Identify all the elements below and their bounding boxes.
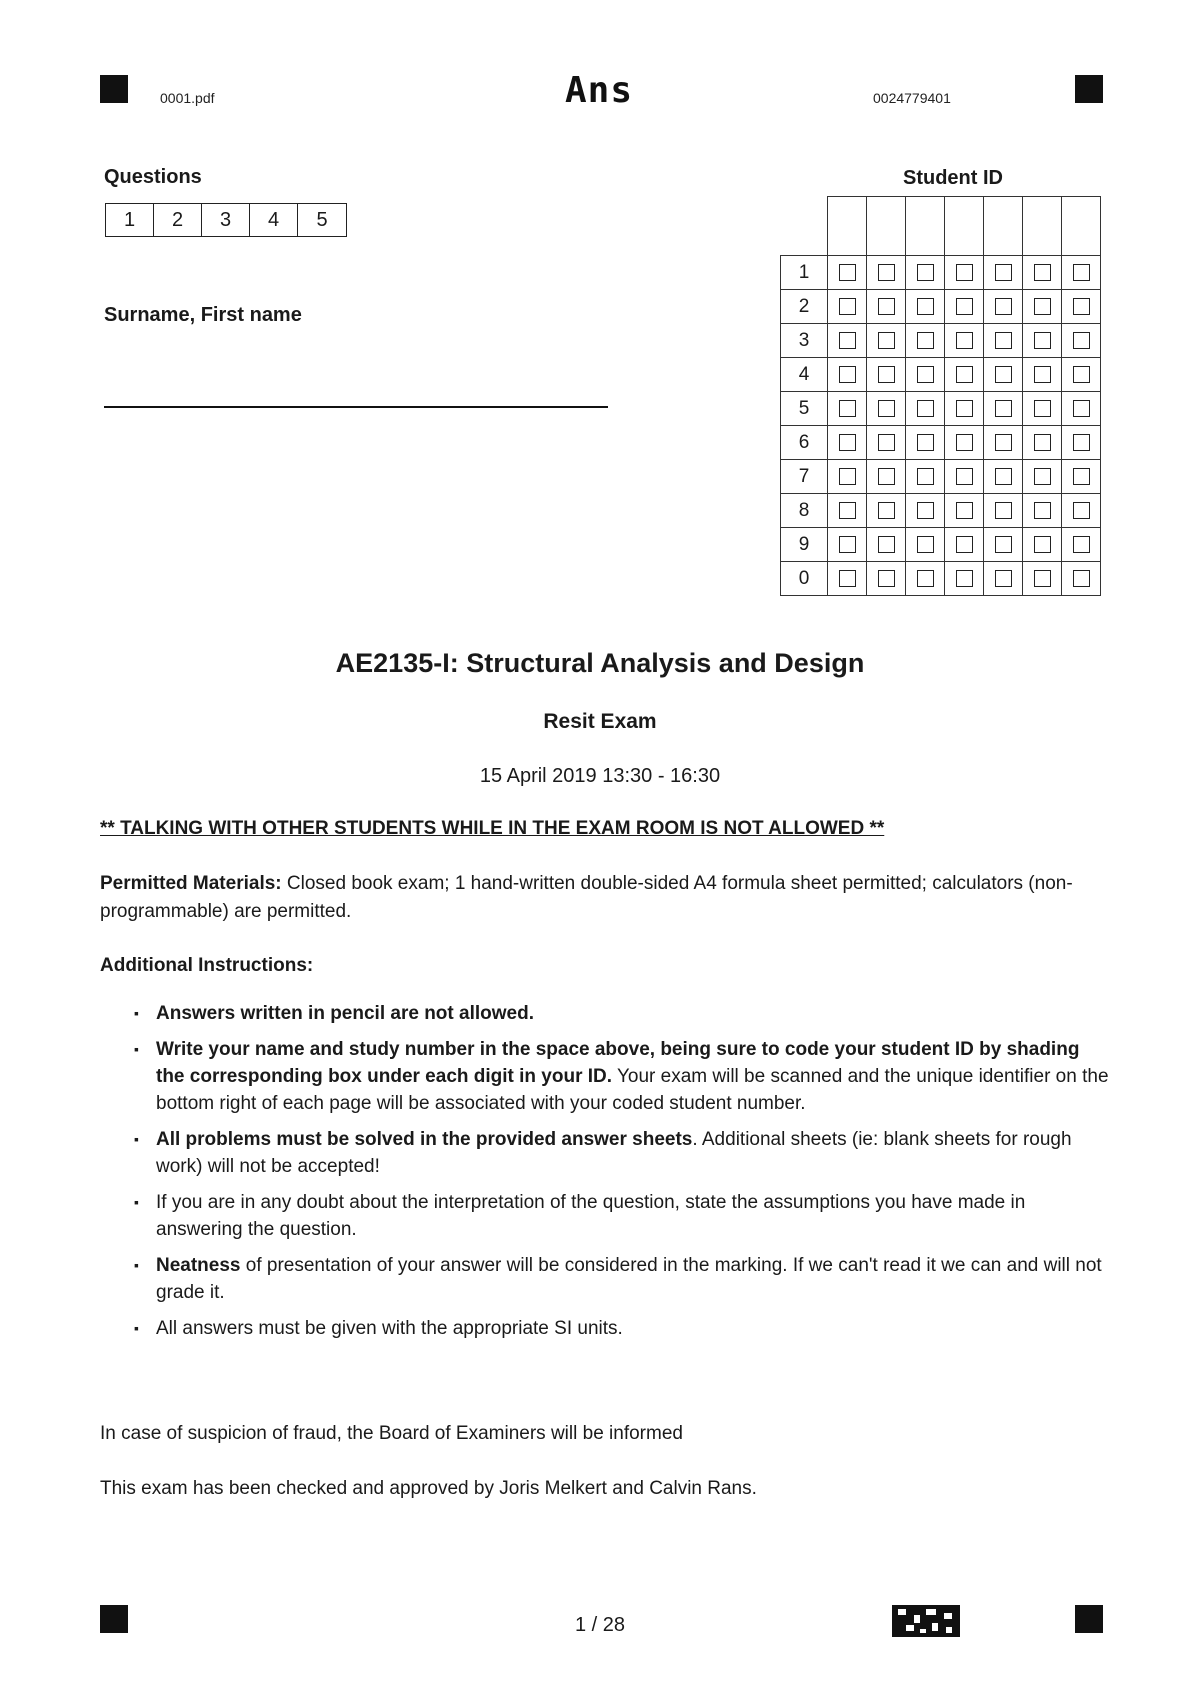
student-id-row bbox=[781, 494, 1101, 528]
id-digit-checkbox[interactable] bbox=[956, 400, 973, 417]
id-digit-write-cell[interactable] bbox=[984, 197, 1023, 256]
student-id-label: Student ID bbox=[903, 167, 1003, 189]
id-digit-checkbox[interactable] bbox=[1073, 332, 1090, 349]
id-digit-checkbox[interactable] bbox=[878, 332, 895, 349]
id-digit-checkbox[interactable] bbox=[1073, 264, 1090, 281]
name-write-line[interactable] bbox=[104, 406, 608, 408]
student-id-row bbox=[781, 392, 1101, 426]
id-digit-checkbox[interactable] bbox=[1073, 468, 1090, 485]
id-digit-checkbox[interactable] bbox=[995, 536, 1012, 553]
id-digit-checkbox[interactable] bbox=[917, 468, 934, 485]
student-id-row bbox=[781, 256, 1101, 290]
id-digit-checkbox[interactable] bbox=[917, 536, 934, 553]
file-name: 0001.pdf bbox=[160, 90, 215, 106]
id-digit-checkbox[interactable] bbox=[956, 264, 973, 281]
list-item: ▪ If you are in any doubt about the interpretation of the question, state the assumptions you have made in answering the question. bbox=[130, 1189, 1110, 1243]
id-digit-checkbox[interactable] bbox=[1034, 366, 1051, 383]
id-digit-checkbox[interactable] bbox=[878, 570, 895, 587]
id-digit-checkbox[interactable] bbox=[995, 366, 1012, 383]
id-digit-checkbox[interactable] bbox=[878, 298, 895, 315]
id-digit-checkbox[interactable] bbox=[1034, 332, 1051, 349]
scan-code-icon bbox=[892, 1605, 960, 1637]
questions-label: Questions bbox=[104, 166, 202, 188]
id-digit-checkbox[interactable] bbox=[956, 468, 973, 485]
id-digit-checkbox[interactable] bbox=[917, 298, 934, 315]
id-digit-checkbox[interactable] bbox=[839, 366, 856, 383]
list-item: ▪ Neatness of presentation of your answer will be considered in the marking. If we can't read it we can and will not grade it. bbox=[130, 1252, 1110, 1306]
id-digit-label: 3 bbox=[781, 324, 828, 358]
id-digit-checkbox[interactable] bbox=[1034, 570, 1051, 587]
additional-instructions-label: Additional Instructions: bbox=[100, 955, 314, 976]
id-digit-checkbox[interactable] bbox=[956, 570, 973, 587]
id-digit-checkbox[interactable] bbox=[956, 536, 973, 553]
id-digit-write-cell[interactable] bbox=[906, 197, 945, 256]
fraud-notice: In case of suspicion of fraud, the Board of Examiners will be informed bbox=[100, 1423, 683, 1444]
permitted-materials-text: Closed book exam; 1 hand-written double-sided A4 formula sheet permitted; calculators (non-programmable) are permitted. bbox=[100, 873, 1073, 922]
question-number: 1 bbox=[106, 204, 154, 236]
id-digit-checkbox[interactable] bbox=[956, 332, 973, 349]
id-digit-checkbox[interactable] bbox=[1073, 400, 1090, 417]
id-digit-write-cell[interactable] bbox=[1062, 197, 1101, 256]
id-digit-write-cell[interactable] bbox=[1023, 197, 1062, 256]
instruction-list bbox=[130, 1000, 1110, 1351]
id-digit-checkbox[interactable] bbox=[956, 298, 973, 315]
id-digit-checkbox[interactable] bbox=[995, 264, 1012, 281]
id-digit-checkbox[interactable] bbox=[1073, 298, 1090, 315]
id-digit-checkbox[interactable] bbox=[839, 264, 856, 281]
page-number: 1 / 28 bbox=[574, 1614, 626, 1636]
id-digit-checkbox[interactable] bbox=[1073, 570, 1090, 587]
id-digit-label: 5 bbox=[781, 392, 828, 426]
document-code: 0024779401 bbox=[873, 90, 951, 106]
id-digit-checkbox[interactable] bbox=[917, 434, 934, 451]
id-digit-checkbox[interactable] bbox=[839, 570, 856, 587]
id-digit-label: 7 bbox=[781, 460, 828, 494]
id-digit-checkbox[interactable] bbox=[839, 502, 856, 519]
student-id-grid bbox=[780, 196, 1101, 596]
student-id-row bbox=[781, 562, 1101, 596]
exam-title: AE2135-I: Structural Analysis and Design bbox=[335, 648, 865, 678]
exam-date: 15 April 2019 13:30 - 16:30 bbox=[479, 765, 721, 787]
id-digit-label: 9 bbox=[781, 528, 828, 562]
id-digit-label: 4 bbox=[781, 358, 828, 392]
corner-marker-top-right bbox=[1075, 75, 1103, 103]
id-digit-checkbox[interactable] bbox=[1034, 468, 1051, 485]
id-digit-checkbox[interactable] bbox=[995, 332, 1012, 349]
id-digit-checkbox[interactable] bbox=[995, 400, 1012, 417]
student-id-row bbox=[781, 426, 1101, 460]
question-number: 2 bbox=[154, 204, 202, 236]
id-digit-label: 8 bbox=[781, 494, 828, 528]
id-digit-checkbox[interactable] bbox=[878, 400, 895, 417]
id-digit-checkbox[interactable] bbox=[917, 264, 934, 281]
id-digit-checkbox[interactable] bbox=[917, 400, 934, 417]
id-digit-checkbox[interactable] bbox=[1073, 434, 1090, 451]
talking-warning: ** TALKING WITH OTHER STUDENTS WHILE IN THE EXAM ROOM IS NOT ALLOWED ** bbox=[100, 818, 885, 839]
id-digit-checkbox[interactable] bbox=[839, 332, 856, 349]
questions-box bbox=[105, 203, 347, 237]
id-digit-checkbox[interactable] bbox=[1034, 502, 1051, 519]
id-digit-checkbox[interactable] bbox=[839, 434, 856, 451]
id-digit-checkbox[interactable] bbox=[917, 570, 934, 587]
id-digit-checkbox[interactable] bbox=[995, 468, 1012, 485]
id-digit-label: 6 bbox=[781, 426, 828, 460]
id-digit-checkbox[interactable] bbox=[995, 434, 1012, 451]
id-digit-checkbox[interactable] bbox=[839, 536, 856, 553]
id-digit-checkbox[interactable] bbox=[995, 298, 1012, 315]
id-digit-checkbox[interactable] bbox=[1073, 502, 1090, 519]
permitted-materials bbox=[100, 870, 1132, 926]
permitted-materials-label: Permitted Materials: bbox=[100, 873, 282, 894]
id-digit-checkbox[interactable] bbox=[878, 434, 895, 451]
id-digit-checkbox[interactable] bbox=[878, 536, 895, 553]
corner-marker-top-left bbox=[100, 75, 128, 103]
id-digit-checkbox[interactable] bbox=[917, 332, 934, 349]
id-digit-checkbox[interactable] bbox=[1034, 434, 1051, 451]
id-digit-checkbox[interactable] bbox=[878, 502, 895, 519]
id-digit-checkbox[interactable] bbox=[956, 502, 973, 519]
id-digit-checkbox[interactable] bbox=[1034, 536, 1051, 553]
id-digit-checkbox[interactable] bbox=[878, 264, 895, 281]
ans-logo: Ans bbox=[565, 70, 634, 111]
student-id-row bbox=[781, 460, 1101, 494]
list-item: ▪ All answers must be given with the appropriate SI units. bbox=[130, 1315, 1110, 1342]
student-id-row bbox=[781, 290, 1101, 324]
id-digit-write-cell[interactable] bbox=[867, 197, 906, 256]
list-item: ▪ Write your name and study number in the space above, being sure to code your student ID by shading the corresponding box under each digit in your ID. Your exam will be scanned and the unique identifier on the bottom right of each page will be associated with your coded student number. bbox=[130, 1036, 1110, 1117]
id-digit-checkbox[interactable] bbox=[1034, 264, 1051, 281]
approval-statement: This exam has been checked and approved by Joris Melkert and Calvin Rans. bbox=[100, 1478, 757, 1499]
id-digit-checkbox[interactable] bbox=[1073, 366, 1090, 383]
id-digit-checkbox[interactable] bbox=[1034, 298, 1051, 315]
id-digit-checkbox[interactable] bbox=[995, 502, 1012, 519]
exam-subtitle: Resit Exam bbox=[543, 710, 657, 733]
id-digit-checkbox[interactable] bbox=[956, 434, 973, 451]
id-digit-checkbox[interactable] bbox=[995, 570, 1012, 587]
id-digit-checkbox[interactable] bbox=[839, 298, 856, 315]
id-digit-checkbox[interactable] bbox=[917, 366, 934, 383]
id-digit-label: 2 bbox=[781, 290, 828, 324]
list-item: ▪ Answers written in pencil are not allowed. bbox=[130, 1000, 1110, 1027]
id-digit-checkbox[interactable] bbox=[878, 468, 895, 485]
id-digit-checkbox[interactable] bbox=[839, 400, 856, 417]
id-digit-label: 1 bbox=[781, 256, 828, 290]
id-digit-checkbox[interactable] bbox=[1034, 400, 1051, 417]
student-id-write-row bbox=[781, 197, 1101, 256]
student-id-row bbox=[781, 324, 1101, 358]
id-digit-checkbox[interactable] bbox=[956, 366, 973, 383]
id-digit-checkbox[interactable] bbox=[1073, 536, 1090, 553]
student-id-row bbox=[781, 528, 1101, 562]
question-number: 5 bbox=[316, 208, 328, 231]
id-digit-write-cell[interactable] bbox=[945, 197, 984, 256]
id-digit-checkbox[interactable] bbox=[878, 366, 895, 383]
list-item: ▪ All problems must be solved in the provided answer sheets. Additional sheets (ie: blank sheets for rough work) will not be accepted! bbox=[130, 1126, 1110, 1180]
name-label: Surname, First name bbox=[104, 304, 302, 326]
student-id-row bbox=[781, 358, 1101, 392]
question-number: 3 bbox=[202, 204, 250, 236]
id-digit-checkbox[interactable] bbox=[839, 468, 856, 485]
id-digit-write-cell[interactable] bbox=[828, 197, 867, 256]
id-digit-checkbox[interactable] bbox=[917, 502, 934, 519]
question-number: 4 bbox=[250, 204, 298, 236]
id-digit-label: 0 bbox=[781, 562, 828, 596]
